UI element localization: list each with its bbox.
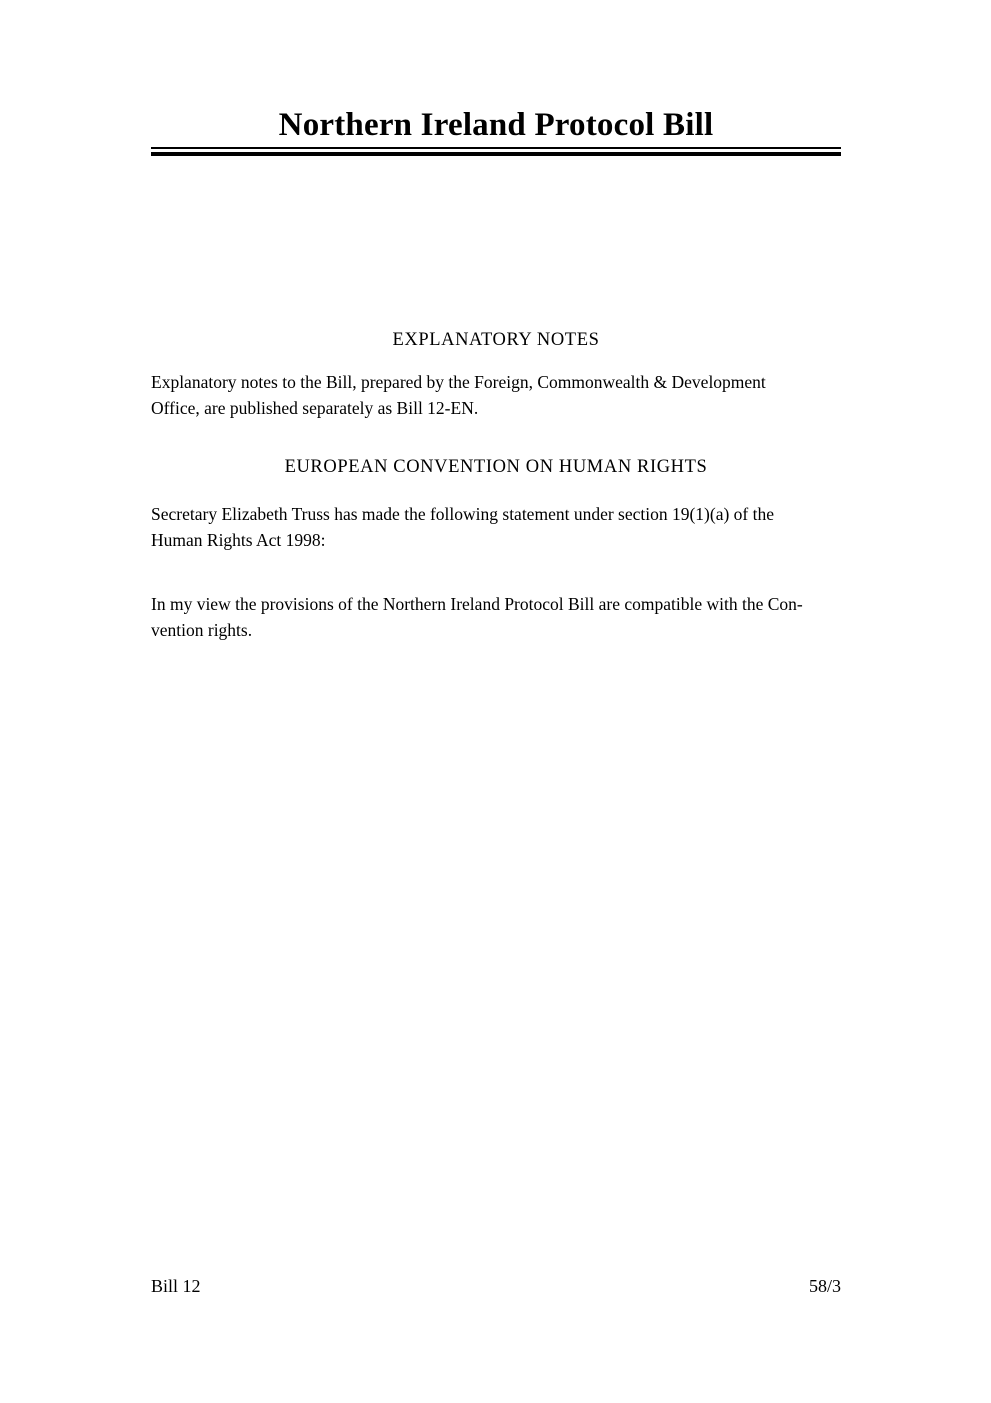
document-title: Northern Ireland Protocol Bill [278,107,714,143]
title-double-rule [151,147,841,156]
statement-text-line-2: vention rights. [151,620,253,640]
statement-text-line-1: In my view the provisions of the Northern Ireland Protocol Bill are compatible with the Con- [151,594,803,614]
explanatory-notes-paragraph [151,369,851,421]
footer-print-number: 58/3 [808,1276,841,1296]
explanatory-notes-line-1: Explanatory notes to the Bill, prepared by the Foreign, Commonwealth & Development [151,372,766,392]
page-footer [151,1275,841,1297]
convention-heading: EUROPEAN CONVENTION ON HUMAN RIGHTS [284,457,708,477]
statement-intro-line-1: Secretary Elizabeth Truss has made the following statement under section 19(1)(a) of the [151,504,775,524]
explanatory-notes-heading: EXPLANATORY NOTES [392,330,600,350]
footer-bill-number: Bill 12 [151,1276,201,1296]
statement-text-paragraph [151,591,851,643]
statement-intro-line-2: Human Rights Act 1998: [151,530,326,550]
statement-intro-paragraph [151,501,851,553]
explanatory-notes-line-2: Office, are published separately as Bill 12-EN. [151,398,479,418]
